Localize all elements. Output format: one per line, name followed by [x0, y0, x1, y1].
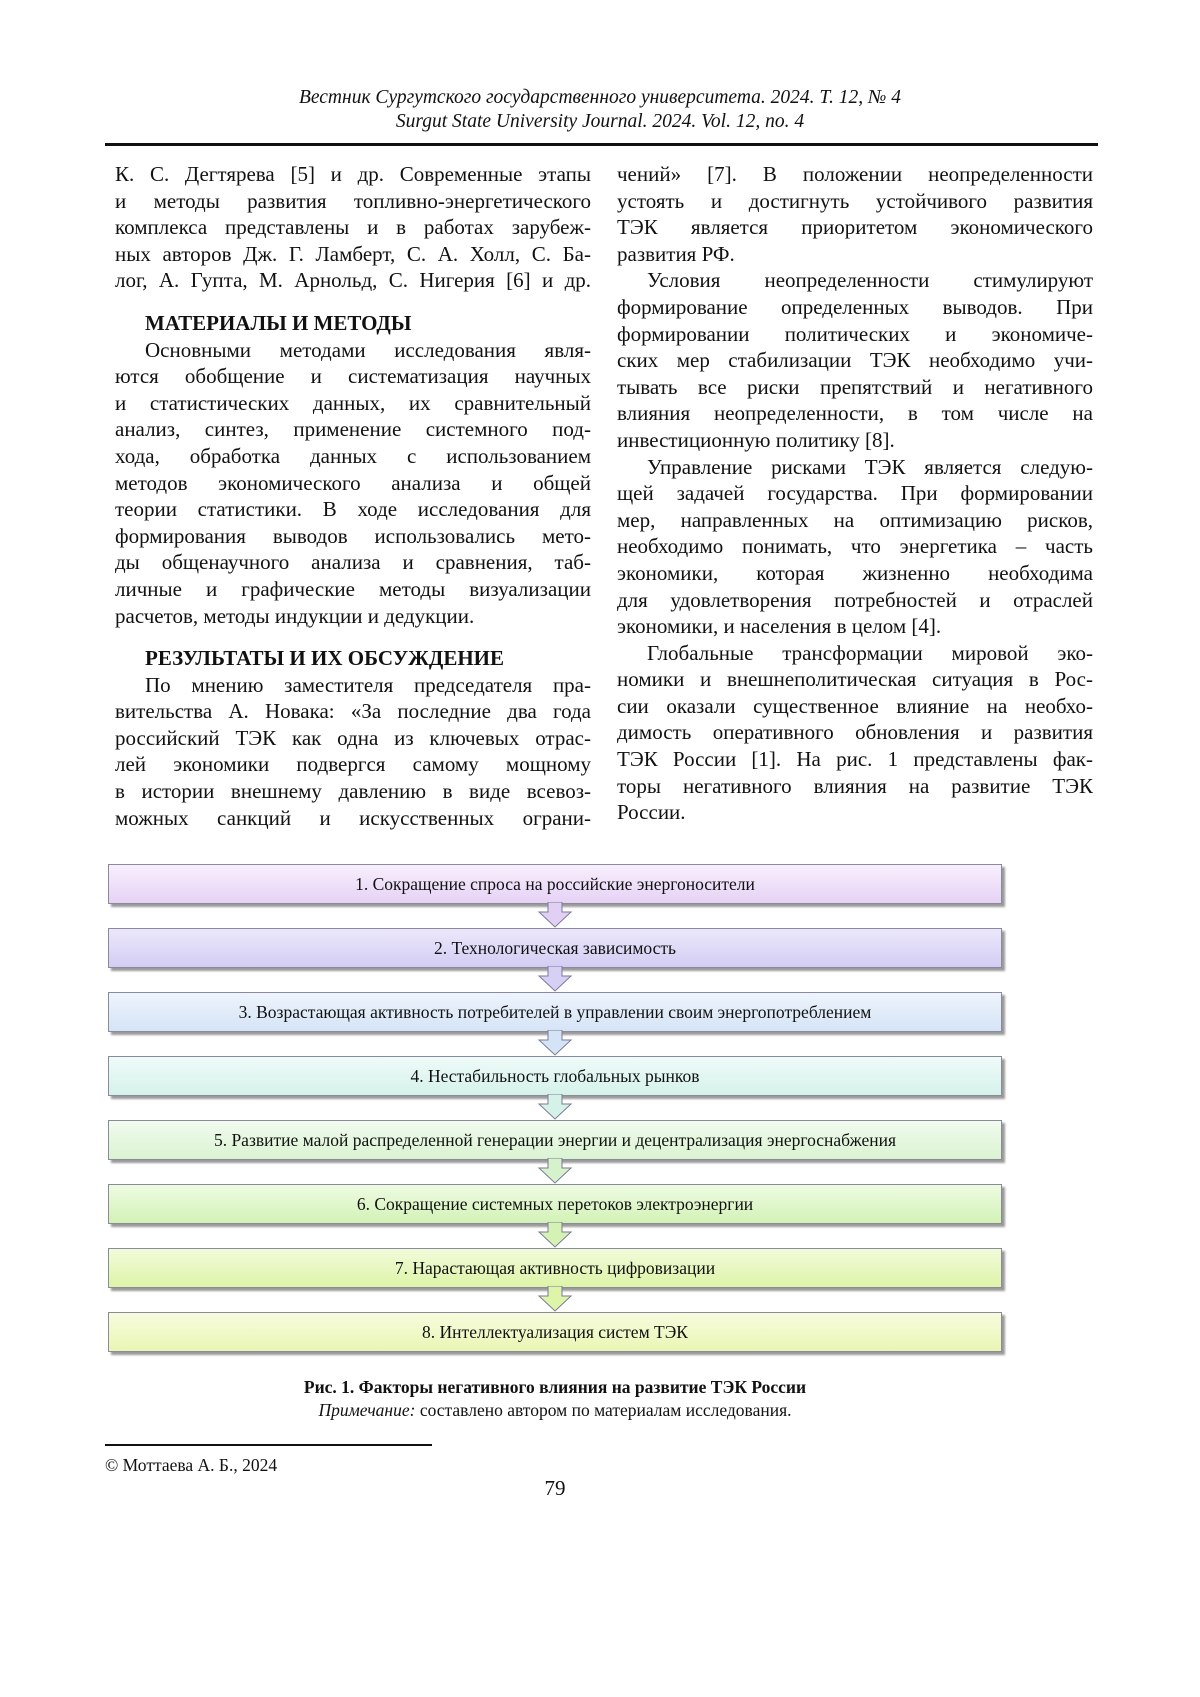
paragraph	[617, 161, 1093, 267]
section-heading: МАТЕРИАЛЫ И МЕТОДЫ	[145, 310, 412, 335]
text-line: мер, направленных на оптимизацию рисков,	[617, 507, 1093, 532]
right-column	[617, 161, 1093, 826]
down-arrow-icon	[537, 966, 573, 992]
factor-box-6	[108, 1184, 1002, 1224]
text-line: и статистических данных, их сравнительный	[115, 390, 591, 415]
page-number: 79	[544, 1476, 566, 1500]
text-line: торы негативного влияния на развитие ТЭК	[617, 773, 1093, 798]
left-column	[115, 161, 591, 831]
text-line: и методы развития топливно-энергетического	[115, 188, 591, 213]
text-line: необходимо понимать, что энергетика – часть	[617, 534, 1093, 559]
text-line: экономики, которая жизненно необходима	[617, 560, 1093, 585]
text-line: анализ, синтез, применение системного под-	[115, 417, 591, 442]
text-line: Условия неопределенности стимулируют	[647, 268, 1093, 293]
text-line: вительства А. Новака: «За последние два года	[115, 699, 591, 724]
down-arrow-icon	[537, 902, 573, 928]
journal-title-en: Surgut State University Journal. 2024. Vol. 12, no. 4	[395, 111, 805, 132]
note-text: составлено автором по материалам исследования.	[415, 1400, 792, 1420]
paragraph	[115, 337, 591, 630]
text-line: ных авторов Дж. Г. Ламберт, С. А. Холл, С. Ба-	[115, 241, 591, 266]
paragraph	[115, 672, 591, 832]
figure-note	[0, 1400, 1110, 1421]
down-arrow-icon	[537, 1158, 573, 1184]
text-line: для удовлетворения потребностей и отраслей	[617, 587, 1093, 612]
text-line: России.	[617, 800, 686, 825]
text-line: ских мер стабилизации ТЭК необходимо учи-	[617, 348, 1093, 373]
paragraph	[617, 454, 1093, 640]
text-line: влияния неопределенности, в том числе на	[617, 401, 1093, 426]
text-line: номики и внешнеполитическая ситуация в Рос-	[617, 667, 1093, 692]
text-line: расчетов, методы индукции и дедукции.	[115, 603, 475, 628]
factor-box-8	[108, 1312, 1002, 1352]
text-line: димость оперативного обновления и развития	[617, 720, 1093, 745]
down-arrow-icon	[537, 1286, 573, 1312]
factor-label: 4. Нестабильность глобальных рынков	[410, 1065, 700, 1086]
factor-box-7	[108, 1248, 1002, 1288]
down-arrow-icon	[537, 1222, 573, 1248]
footnote-rule	[105, 1444, 432, 1446]
factor-label: 2. Технологическая зависимость	[433, 937, 677, 958]
text-line: можных санкций и искусственных ограни-	[115, 805, 591, 830]
factor-box-2	[108, 928, 1002, 968]
text-line: К. С. Дегтярева [5] и др. Современные этапы	[115, 162, 591, 186]
text-line: ТЭК России [1]. На рис. 1 представлены фак-	[617, 747, 1093, 772]
text-line: По мнению заместителя председателя пра-	[145, 672, 591, 697]
factor-label: 6. Сокращение системных перетоков электроэнергии	[356, 1193, 754, 1214]
down-arrow-icon	[537, 1030, 573, 1056]
text-line: ТЭК является приоритетом экономического	[617, 215, 1093, 240]
text-line: Основными методами исследования явля-	[145, 337, 591, 362]
text-line: Управление рисками ТЭК является следую-	[647, 454, 1093, 479]
text-line: формирования выводов использовались мето-	[115, 523, 591, 548]
factor-label: 7. Нарастающая активность цифровизации	[394, 1257, 716, 1278]
text-line: чений» [7]. В положении неопределенности	[617, 162, 1093, 186]
paragraph	[115, 161, 591, 294]
down-arrow-icon	[537, 1094, 573, 1120]
text-line: тывать все риски препятствий и негативного	[617, 374, 1093, 399]
text-line: Глобальные трансформации мировой эко-	[647, 640, 1093, 665]
factor-label: 8. Интеллектуализация систем ТЭК	[422, 1321, 688, 1342]
text-line: экономики, и населения в целом [4].	[617, 614, 942, 639]
factor-box-3	[108, 992, 1002, 1032]
factor-box-1	[108, 864, 1002, 904]
paragraph	[617, 640, 1093, 826]
text-line: лей экономики подвергся самому мощному	[115, 752, 591, 777]
text-line: щей задачей государства. При формировании	[617, 481, 1093, 506]
text-line: хода, обработка данных с использованием	[115, 443, 591, 468]
figure-caption: Рис. 1. Факторы негативного влияния на развитие ТЭК России	[303, 1377, 807, 1397]
text-line: ются обобщение и систематизация научных	[115, 364, 591, 389]
text-line: формирование определенных выводов. При	[617, 294, 1093, 319]
factor-label: 3. Возрастающая активность потребителей в управлении своим энергопотреблением	[238, 1001, 872, 1022]
text-line: комплекса представлены и в работах зарубеж-	[115, 215, 591, 240]
section-heading: РЕЗУЛЬТАТЫ И ИХ ОБСУЖДЕНИЕ	[145, 646, 505, 671]
text-line: лог, А. Гупта, М. Арнольд, С. Нигерия [6] и др.	[115, 268, 591, 293]
text-line: развития РФ.	[617, 241, 735, 266]
note-label: Примечание:	[318, 1400, 416, 1420]
text-line: российский ТЭК как одна из ключевых отрас-	[115, 725, 591, 750]
factor-label: 5. Развитие малой распределенной генерации энергии и децентрализация энергоснабжения	[213, 1129, 897, 1150]
header-rule	[105, 143, 1098, 146]
factor-box-4	[108, 1056, 1002, 1096]
factor-box-5	[108, 1120, 1002, 1160]
text-line: инвестиционную политику [8].	[617, 427, 895, 452]
text-line: сии оказали существенное влияние на необхо-	[617, 693, 1093, 718]
text-line: личные и графические методы визуализации	[115, 576, 591, 601]
paragraph	[617, 267, 1093, 453]
factor-label: 1. Сокращение спроса на российские энергоносители	[355, 873, 755, 894]
text-line: ды общенаучного анализа и сравнения, таб-	[115, 550, 591, 575]
journal-title-ru: Вестник Сургутского государственного университета. 2024. Т. 12, № 4	[298, 87, 902, 108]
text-line: устоять и достигнуть устойчивого развития	[617, 188, 1093, 213]
text-line: методов экономического анализа и общей	[115, 470, 591, 495]
text-line: теории статистики. В ходе исследования для	[115, 497, 591, 522]
copyright-footnote: © Моттаева А. Б., 2024	[105, 1455, 278, 1475]
text-line: в истории внешнему давлению в виде всевоз-	[115, 779, 591, 804]
text-line: формировании политических и экономиче-	[617, 321, 1093, 346]
